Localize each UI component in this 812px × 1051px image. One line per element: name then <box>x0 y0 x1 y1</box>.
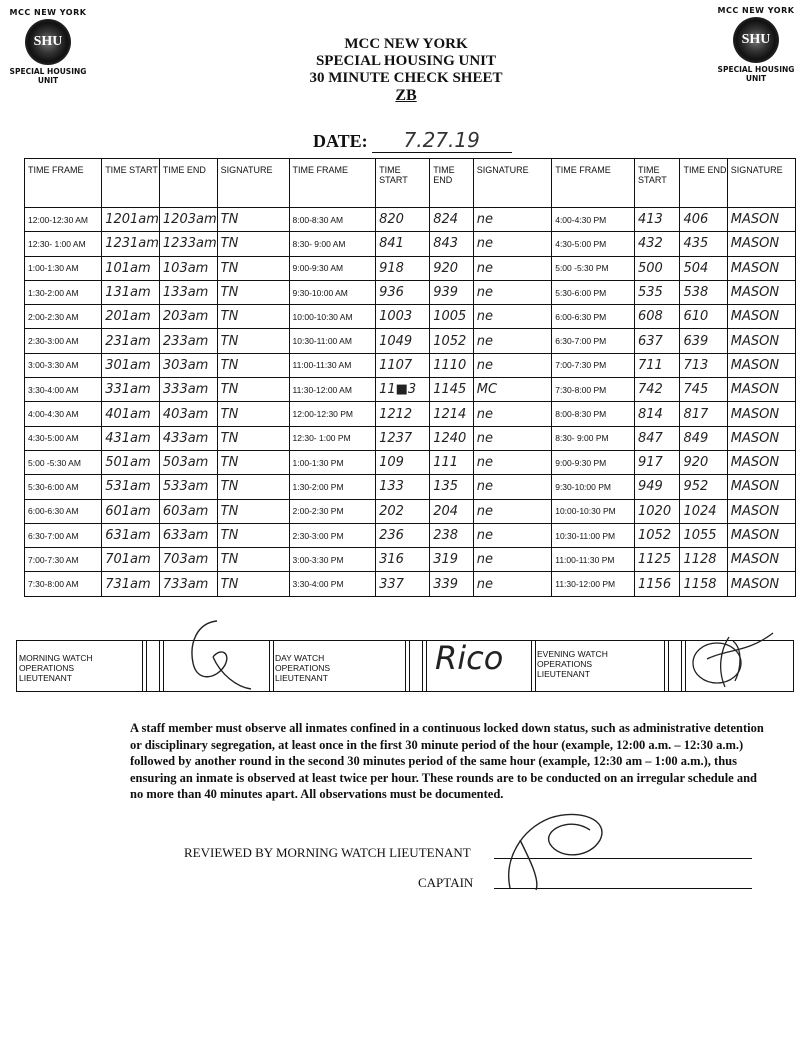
table-row <box>25 450 796 474</box>
time-entry-cell[interactable]: 1237 <box>376 426 430 450</box>
signature-cell[interactable]: TN <box>217 402 289 426</box>
signature-cell[interactable]: MASON <box>727 232 795 256</box>
column-header: TIME START <box>635 159 680 208</box>
signature-cell[interactable]: TN <box>217 499 289 523</box>
signature-cell[interactable]: TN <box>217 523 289 547</box>
time-entry-cell[interactable]: 531am <box>102 475 160 499</box>
evening-watch-signature[interactable] <box>677 629 777 693</box>
signature-cell[interactable]: ne <box>473 208 551 232</box>
time-frame-cell: 9:00-9:30 PM <box>552 450 635 474</box>
time-entry-cell[interactable]: 713 <box>680 353 727 377</box>
title-line-3: 30 MINUTE CHECK SHEET <box>309 70 503 86</box>
time-entry-cell[interactable]: 1003 <box>376 305 430 329</box>
time-frame-cell: 11:30-12:00 PM <box>552 572 635 596</box>
time-frame-cell: 4:30-5:00 AM <box>25 426 102 450</box>
time-entry-cell[interactable]: 936 <box>376 280 430 304</box>
signature-cell[interactable]: MASON <box>727 208 795 232</box>
signature-cell[interactable]: ne <box>473 329 551 353</box>
table-row <box>25 353 796 377</box>
time-entry-cell[interactable]: 135 <box>430 475 474 499</box>
signature-cell[interactable]: TN <box>217 548 289 572</box>
time-frame-cell: 1:30-2:00 PM <box>289 475 376 499</box>
signature-cell[interactable]: ne <box>473 475 551 499</box>
time-entry-cell[interactable]: 820 <box>376 208 430 232</box>
time-entry-cell[interactable]: 413 <box>635 208 680 232</box>
time-entry-cell[interactable]: 431am <box>102 426 160 450</box>
table-row <box>25 232 796 256</box>
signature-cell[interactable]: TN <box>217 475 289 499</box>
time-frame-cell: 6:00-6:30 PM <box>552 305 635 329</box>
table-row <box>25 402 796 426</box>
signature-cell[interactable]: MASON <box>727 329 795 353</box>
column-header: SIGNATURE <box>727 159 795 208</box>
time-entry-cell[interactable]: 601am <box>102 499 160 523</box>
time-entry-cell[interactable]: 204 <box>430 499 474 523</box>
time-entry-cell[interactable]: 1005 <box>430 305 474 329</box>
column-header: TIME END <box>430 159 474 208</box>
unit-code: ZB <box>395 87 417 104</box>
signature-cell[interactable]: MASON <box>727 305 795 329</box>
time-entry-cell[interactable]: 733am <box>159 572 217 596</box>
time-entry-cell[interactable]: 1156 <box>635 572 680 596</box>
time-frame-cell: 10:00-10:30 PM <box>552 499 635 523</box>
time-entry-cell[interactable]: 849 <box>680 426 727 450</box>
time-frame-cell: 9:30-10:00 AM <box>289 280 376 304</box>
column-header: TIME FRAME <box>289 159 376 208</box>
time-entry-cell[interactable]: 731am <box>102 572 160 596</box>
table-row <box>25 208 796 232</box>
time-entry-cell[interactable]: 1055 <box>680 523 727 547</box>
time-frame-cell: 5:30-6:00 PM <box>552 280 635 304</box>
time-frame-cell: 10:30-11:00 PM <box>552 523 635 547</box>
day-watch-cell <box>275 641 405 691</box>
time-entry-cell[interactable]: 337 <box>376 572 430 596</box>
time-entry-cell[interactable]: 920 <box>430 256 474 280</box>
time-entry-cell[interactable]: 639 <box>680 329 727 353</box>
time-frame-cell: 2:30-3:00 AM <box>25 329 102 353</box>
signature-cell[interactable]: MASON <box>727 450 795 474</box>
time-entry-cell[interactable]: 824 <box>430 208 474 232</box>
time-entry-cell[interactable]: 847 <box>635 426 680 450</box>
time-entry-cell[interactable]: 1128 <box>680 548 727 572</box>
table-row <box>25 426 796 450</box>
time-frame-cell: 10:30-11:00 AM <box>289 329 376 353</box>
time-entry-cell[interactable]: 500 <box>635 256 680 280</box>
time-frame-cell: 8:30- 9:00 PM <box>552 426 635 450</box>
time-entry-cell[interactable]: 1107 <box>376 353 430 377</box>
time-entry-cell[interactable]: 403am <box>159 402 217 426</box>
table-row <box>25 280 796 304</box>
table-row <box>25 305 796 329</box>
table-row <box>25 523 796 547</box>
time-entry-cell[interactable]: 1212 <box>376 402 430 426</box>
time-entry-cell[interactable]: 503am <box>159 450 217 474</box>
column-header: SIGNATURE <box>217 159 289 208</box>
signature-cell[interactable]: MC <box>473 378 551 402</box>
shu-seal-icon: SHU <box>733 17 779 63</box>
divider <box>159 641 164 691</box>
signature-cell[interactable]: MASON <box>727 353 795 377</box>
time-frame-cell: 4:30-5:00 PM <box>552 232 635 256</box>
evening-watch-label-2: OPERATIONS <box>537 659 593 669</box>
signature-cell[interactable]: ne <box>473 426 551 450</box>
time-entry-cell[interactable]: 745 <box>680 378 727 402</box>
table-body <box>25 208 796 597</box>
evening-watch-cell <box>537 641 667 691</box>
time-entry-cell[interactable]: 435 <box>680 232 727 256</box>
time-entry-cell[interactable]: 236 <box>376 523 430 547</box>
time-frame-cell: 8:30- 9:00 AM <box>289 232 376 256</box>
signature-cell[interactable]: ne <box>473 548 551 572</box>
time-frame-cell: 8:00-8:30 AM <box>289 208 376 232</box>
column-header: TIME FRAME <box>552 159 635 208</box>
time-frame-cell: 8:00-8:30 PM <box>552 402 635 426</box>
signature-cell[interactable]: TN <box>217 280 289 304</box>
time-entry-cell[interactable]: 101am <box>102 256 160 280</box>
time-entry-cell[interactable]: 331am <box>102 378 160 402</box>
signature-cell[interactable]: MASON <box>727 475 795 499</box>
logo-bottom-text: SPECIAL HOUSING UNIT <box>9 67 87 85</box>
column-header: TIME FRAME <box>25 159 102 208</box>
time-entry-cell[interactable]: 303am <box>159 353 217 377</box>
morning-watch-signature[interactable] <box>177 613 257 693</box>
time-frame-cell: 11:00-11:30 AM <box>289 353 376 377</box>
time-frame-cell: 5:00 -5:30 AM <box>25 450 102 474</box>
time-entry-cell[interactable]: 1110 <box>430 353 474 377</box>
time-entry-cell[interactable]: 1020 <box>635 499 680 523</box>
time-frame-cell: 7:30-8:00 PM <box>552 378 635 402</box>
signature-cell[interactable]: TN <box>217 572 289 596</box>
title-line-1: MCC NEW YORK <box>344 36 468 52</box>
time-frame-cell: 11:30-12:00 AM <box>289 378 376 402</box>
time-frame-cell: 1:00-1:30 PM <box>289 450 376 474</box>
time-entry-cell[interactable]: 1052 <box>430 329 474 353</box>
time-entry-cell[interactable]: 918 <box>376 256 430 280</box>
signature-cell[interactable]: MASON <box>727 426 795 450</box>
time-entry-cell[interactable]: 920 <box>680 450 727 474</box>
time-entry-cell[interactable]: 538 <box>680 280 727 304</box>
time-entry-cell[interactable]: 133 <box>376 475 430 499</box>
time-entry-cell[interactable]: 406 <box>680 208 727 232</box>
time-frame-cell: 2:00-2:30 AM <box>25 305 102 329</box>
time-entry-cell[interactable]: 817 <box>680 402 727 426</box>
time-frame-cell: 9:00-9:30 AM <box>289 256 376 280</box>
divider <box>422 641 427 691</box>
reviewed-by-label: REVIEWED BY MORNING WATCH LIEUTENANT <box>184 845 471 860</box>
time-entry-cell[interactable]: 233am <box>159 329 217 353</box>
signature-cell[interactable]: TN <box>217 305 289 329</box>
signature-cell[interactable]: ne <box>473 232 551 256</box>
time-entry-cell[interactable]: 1052 <box>635 523 680 547</box>
time-frame-cell: 5:00 -5:30 PM <box>552 256 635 280</box>
time-frame-cell: 11:00-11:30 PM <box>552 548 635 572</box>
signature-cell[interactable]: MASON <box>727 548 795 572</box>
table-row <box>25 475 796 499</box>
time-entry-cell[interactable]: 432 <box>635 232 680 256</box>
page-title <box>0 36 812 104</box>
time-entry-cell[interactable]: 533am <box>159 475 217 499</box>
time-entry-cell[interactable]: 603am <box>159 499 217 523</box>
signature-cell[interactable]: TN <box>217 232 289 256</box>
time-entry-cell[interactable]: 917 <box>635 450 680 474</box>
column-header: SIGNATURE <box>473 159 551 208</box>
time-entry-cell[interactable]: 633am <box>159 523 217 547</box>
time-entry-cell[interactable]: 238 <box>430 523 474 547</box>
time-entry-cell[interactable]: 1024 <box>680 499 727 523</box>
time-entry-cell[interactable]: 133am <box>159 280 217 304</box>
time-entry-cell[interactable]: 1231am <box>102 232 160 256</box>
time-frame-cell: 2:00-2:30 PM <box>289 499 376 523</box>
signature-cell[interactable]: ne <box>473 256 551 280</box>
time-entry-cell[interactable]: 939 <box>430 280 474 304</box>
time-entry-cell[interactable]: 1145 <box>430 378 474 402</box>
signature-cell[interactable]: MASON <box>727 523 795 547</box>
time-frame-cell: 1:30-2:00 AM <box>25 280 102 304</box>
time-entry-cell[interactable]: 231am <box>102 329 160 353</box>
signature-cell[interactable]: TN <box>217 426 289 450</box>
time-entry-cell[interactable]: 1125 <box>635 548 680 572</box>
time-entry-cell[interactable]: 301am <box>102 353 160 377</box>
column-header: TIME START <box>102 159 160 208</box>
time-entry-cell[interactable]: 701am <box>102 548 160 572</box>
time-frame-cell: 7:30-8:00 AM <box>25 572 102 596</box>
signature-cell[interactable]: ne <box>473 305 551 329</box>
divider <box>269 641 274 691</box>
time-frame-cell: 6:30-7:00 PM <box>552 329 635 353</box>
column-header: TIME END <box>159 159 217 208</box>
time-frame-cell: 4:00-4:30 PM <box>552 208 635 232</box>
logo-bottom-text: SPECIAL HOUSING UNIT <box>717 65 795 83</box>
time-entry-cell[interactable]: 11■3 <box>376 378 430 402</box>
signature-cell[interactable]: ne <box>473 572 551 596</box>
logo-top-text: MCC NEW YORK <box>9 8 87 17</box>
time-entry-cell[interactable]: 333am <box>159 378 217 402</box>
signature-cell[interactable]: MASON <box>727 256 795 280</box>
title-line-2: SPECIAL HOUSING UNIT <box>315 53 497 69</box>
signature-cell[interactable]: MASON <box>727 402 795 426</box>
time-frame-cell: 12:00-12:30 AM <box>25 208 102 232</box>
time-frame-cell: 6:30-7:00 AM <box>25 523 102 547</box>
watch-lieutenant-box <box>16 640 794 692</box>
signature-cell[interactable]: MASON <box>727 378 795 402</box>
time-frame-cell: 5:30-6:00 AM <box>25 475 102 499</box>
time-entry-cell[interactable]: 631am <box>102 523 160 547</box>
time-frame-cell: 2:30-3:00 PM <box>289 523 376 547</box>
table-row <box>25 329 796 353</box>
time-frame-cell: 1:00-1:30 AM <box>25 256 102 280</box>
day-watch-label-2: OPERATIONS <box>275 663 331 673</box>
time-frame-cell: 3:00-3:30 AM <box>25 353 102 377</box>
time-entry-cell[interactable]: 1233am <box>159 232 217 256</box>
table-row <box>25 256 796 280</box>
signature-cell[interactable]: TN <box>217 353 289 377</box>
signature-cell[interactable]: ne <box>473 499 551 523</box>
time-entry-cell[interactable]: 841 <box>376 232 430 256</box>
observation-notice: A staff member must observe all inmates confined in a continuous locked down status, such as administrative detention or disciplinary segregation, at least once in the first 30 minute period of the hour (example, 12:00 a.m. – 12:30 a.m.) followed by another round in the second 30 minutes period of the same hour (example, 12:30 am – 1:00 a.m.), thus ensuring an inmate is observed at least twice per hour. These rounds are to be conducted on an irregular schedule and no more than 40 minutes apart. All observations must be documented. <box>130 721 764 801</box>
time-entry-cell[interactable]: 504 <box>680 256 727 280</box>
time-entry-cell[interactable]: 703am <box>159 548 217 572</box>
check-table <box>24 158 796 597</box>
signature-cell[interactable]: MASON <box>727 280 795 304</box>
time-entry-cell[interactable]: 131am <box>102 280 160 304</box>
time-entry-cell[interactable]: 401am <box>102 402 160 426</box>
signature-cell[interactable]: ne <box>473 353 551 377</box>
time-entry-cell[interactable]: 742 <box>635 378 680 402</box>
time-entry-cell[interactable]: 1158 <box>680 572 727 596</box>
time-frame-cell: 12:00-12:30 PM <box>289 402 376 426</box>
time-entry-cell[interactable]: 711 <box>635 353 680 377</box>
date-value[interactable]: 7.27.19 <box>372 128 512 153</box>
time-entry-cell[interactable]: 201am <box>102 305 160 329</box>
table-row <box>25 548 796 572</box>
table-row <box>25 499 796 523</box>
divider <box>142 641 147 691</box>
signature-cell[interactable]: ne <box>473 402 551 426</box>
divider <box>531 641 536 691</box>
column-header: TIME START <box>376 159 430 208</box>
shu-seal-icon: SHU <box>25 19 71 65</box>
time-entry-cell[interactable]: 843 <box>430 232 474 256</box>
signature-cell[interactable]: MASON <box>727 572 795 596</box>
date-label: DATE: <box>313 131 368 151</box>
time-entry-cell[interactable]: 535 <box>635 280 680 304</box>
time-entry-cell[interactable]: 319 <box>430 548 474 572</box>
morning-watch-label-3: LIEUTENANT <box>19 673 72 683</box>
divider <box>664 641 669 691</box>
time-frame-cell: 7:00-7:30 AM <box>25 548 102 572</box>
time-entry-cell[interactable]: 1214 <box>430 402 474 426</box>
morning-watch-cell <box>17 641 142 691</box>
logo-top-text: MCC NEW YORK <box>717 6 795 15</box>
morning-watch-label-2: OPERATIONS <box>19 663 75 673</box>
day-watch-label-3: LIEUTENANT <box>275 673 328 683</box>
time-entry-cell[interactable]: 1203am <box>159 208 217 232</box>
time-entry-cell[interactable]: 433am <box>159 426 217 450</box>
signature-cell[interactable]: ne <box>473 280 551 304</box>
time-entry-cell[interactable]: 1240 <box>430 426 474 450</box>
signature-cell[interactable]: TN <box>217 208 289 232</box>
date-row <box>313 128 512 153</box>
time-entry-cell[interactable]: 608 <box>635 305 680 329</box>
time-entry-cell[interactable]: 952 <box>680 475 727 499</box>
day-watch-signature[interactable]: Rico <box>435 639 504 677</box>
time-frame-cell: 7:00-7:30 PM <box>552 353 635 377</box>
time-entry-cell[interactable]: 316 <box>376 548 430 572</box>
time-frame-cell: 12:30- 1:00 AM <box>25 232 102 256</box>
signature-cell[interactable]: ne <box>473 450 551 474</box>
time-frame-cell: 3:00-3:30 PM <box>289 548 376 572</box>
signature-cell[interactable]: TN <box>217 378 289 402</box>
time-entry-cell[interactable]: 1201am <box>102 208 160 232</box>
time-entry-cell[interactable]: 202 <box>376 499 430 523</box>
captain-label: CAPTAIN <box>418 875 474 890</box>
signature-cell[interactable]: TN <box>217 329 289 353</box>
time-entry-cell[interactable]: 103am <box>159 256 217 280</box>
time-entry-cell[interactable]: 501am <box>102 450 160 474</box>
time-entry-cell[interactable]: 637 <box>635 329 680 353</box>
time-frame-cell: 3:30-4:00 AM <box>25 378 102 402</box>
signature-cell[interactable]: TN <box>217 450 289 474</box>
signature-cell[interactable]: MASON <box>727 499 795 523</box>
morning-watch-label-1: MORNING WATCH <box>19 653 93 663</box>
time-entry-cell[interactable]: 949 <box>635 475 680 499</box>
table-row <box>25 572 796 596</box>
time-frame-cell: 3:30-4:00 PM <box>289 572 376 596</box>
time-entry-cell[interactable]: 1049 <box>376 329 430 353</box>
time-frame-cell: 12:30- 1:00 PM <box>289 426 376 450</box>
reviewer-signature[interactable] <box>490 800 640 895</box>
divider <box>405 641 410 691</box>
time-frame-cell: 4:00-4:30 AM <box>25 402 102 426</box>
signature-cell[interactable]: ne <box>473 523 551 547</box>
time-entry-cell[interactable]: 203am <box>159 305 217 329</box>
time-frame-cell: 6:00-6:30 AM <box>25 499 102 523</box>
table-row <box>25 378 796 402</box>
signature-cell[interactable]: TN <box>217 256 289 280</box>
time-entry-cell[interactable]: 814 <box>635 402 680 426</box>
time-frame-cell: 9:30-10:00 PM <box>552 475 635 499</box>
column-header: TIME END <box>680 159 727 208</box>
time-entry-cell[interactable]: 339 <box>430 572 474 596</box>
table-header-row <box>25 159 796 208</box>
evening-watch-label-1: EVENING WATCH <box>537 649 608 659</box>
time-entry-cell[interactable]: 111 <box>430 450 474 474</box>
time-entry-cell[interactable]: 610 <box>680 305 727 329</box>
time-frame-cell: 10:00-10:30 AM <box>289 305 376 329</box>
time-entry-cell[interactable]: 109 <box>376 450 430 474</box>
evening-watch-label-3: LIEUTENANT <box>537 669 590 679</box>
day-watch-label-1: DAY WATCH <box>275 653 325 663</box>
